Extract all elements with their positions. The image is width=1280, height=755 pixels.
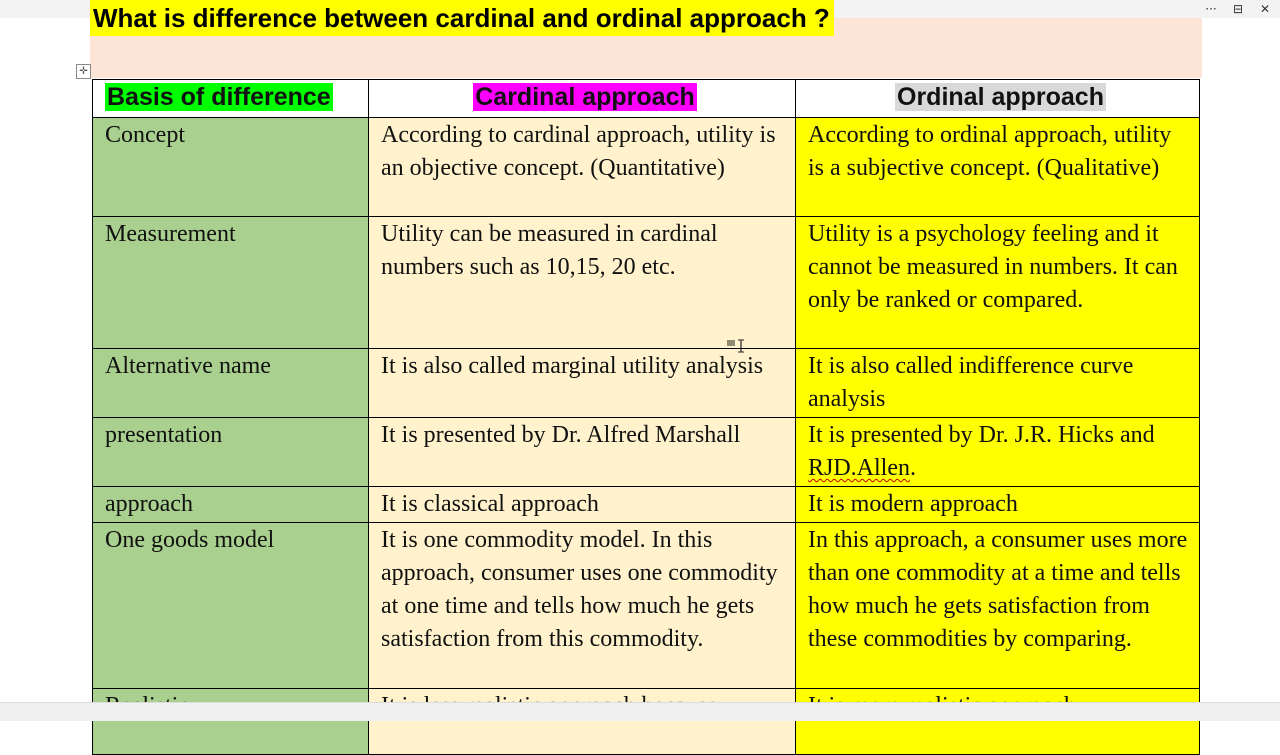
table-row — [93, 118, 1200, 217]
basis-cell[interactable] — [93, 689, 369, 755]
cardinal-cell[interactable]: It is one commodity model. In this approach, consumer uses one commodity at one time and tells how much he gets satisfaction from this commodity. — [369, 523, 796, 689]
basis-cell[interactable]: Concept — [93, 118, 369, 217]
basis-cell[interactable]: Alternative name — [93, 349, 369, 418]
cardinal-cell[interactable]: Utility can be measured in cardinal numbers such as 10,15, 20 etc. — [369, 217, 796, 349]
ordinal-cell[interactable]: It is modern approach — [796, 487, 1200, 523]
basis-cell[interactable]: presentation — [93, 418, 369, 487]
table-header-row — [93, 80, 1200, 118]
table-row — [93, 523, 1200, 689]
document-heading: What is difference between cardinal and ordinal approach ? — [90, 0, 834, 36]
table-row — [93, 349, 1200, 418]
more-options-icon[interactable]: ··· — [1205, 2, 1217, 16]
header-cardinal-label: Cardinal approach — [475, 83, 695, 111]
ordinal-text-part: . — [910, 455, 916, 481]
header-cell-cardinal[interactable] — [369, 80, 796, 118]
table-row — [93, 689, 1200, 755]
move-handle-icon[interactable]: ✛ — [76, 64, 91, 79]
cardinal-cell[interactable]: It is presented by Dr. Alfred Marshall — [369, 418, 796, 487]
basis-cell[interactable]: Measurement — [93, 217, 369, 349]
ordinal-cell[interactable]: It is also called indifference curve analysis — [796, 349, 1200, 418]
ordinal-text-part: It is presented by Dr. J.R. Hicks and — [808, 422, 1155, 448]
text-ibeam-cursor-icon — [726, 338, 748, 358]
cardinal-cell[interactable]: According to cardinal approach, utility is an objective concept. (Quantitative) — [369, 118, 796, 217]
cardinal-cell[interactable] — [369, 689, 796, 755]
document-page[interactable] — [0, 3, 1280, 702]
ordinal-cell[interactable] — [796, 689, 1200, 755]
spellcheck-flagged-word[interactable]: RJD.Allen — [808, 455, 910, 481]
header-cell-basis[interactable] — [93, 80, 369, 118]
ordinal-cell[interactable] — [796, 418, 1200, 487]
ordinal-cell[interactable]: According to ordinal approach, utility is a subjective concept. (Qualitative) — [796, 118, 1200, 217]
close-window-icon[interactable]: ✕ — [1259, 2, 1271, 16]
ordinal-cell[interactable]: Utility is a psychology feeling and it cannot be measured in numbers. It can only be ranked or compared. — [796, 217, 1200, 349]
table-row — [93, 418, 1200, 487]
table-row — [93, 487, 1200, 523]
restore-window-icon[interactable]: ⊟ — [1232, 2, 1244, 16]
window-bottom-bar — [0, 702, 1280, 721]
table-row — [93, 217, 1200, 349]
header-ordinal-label: Ordinal approach — [897, 83, 1104, 111]
basis-cell[interactable]: One goods model — [93, 523, 369, 689]
header-cell-ordinal[interactable] — [796, 80, 1200, 118]
ordinal-cell[interactable]: In this approach, a consumer uses more than one commodity at a time and tells how much he gets satisfaction from these commodities by comparing. — [796, 523, 1200, 689]
basis-cell[interactable]: approach — [93, 487, 369, 523]
header-basis-label: Basis of difference — [107, 83, 331, 111]
cardinal-cell[interactable]: It is classical approach — [369, 487, 796, 523]
comparison-table — [92, 79, 1200, 755]
cardinal-cell[interactable]: It is also called marginal utility analysis — [369, 349, 796, 418]
